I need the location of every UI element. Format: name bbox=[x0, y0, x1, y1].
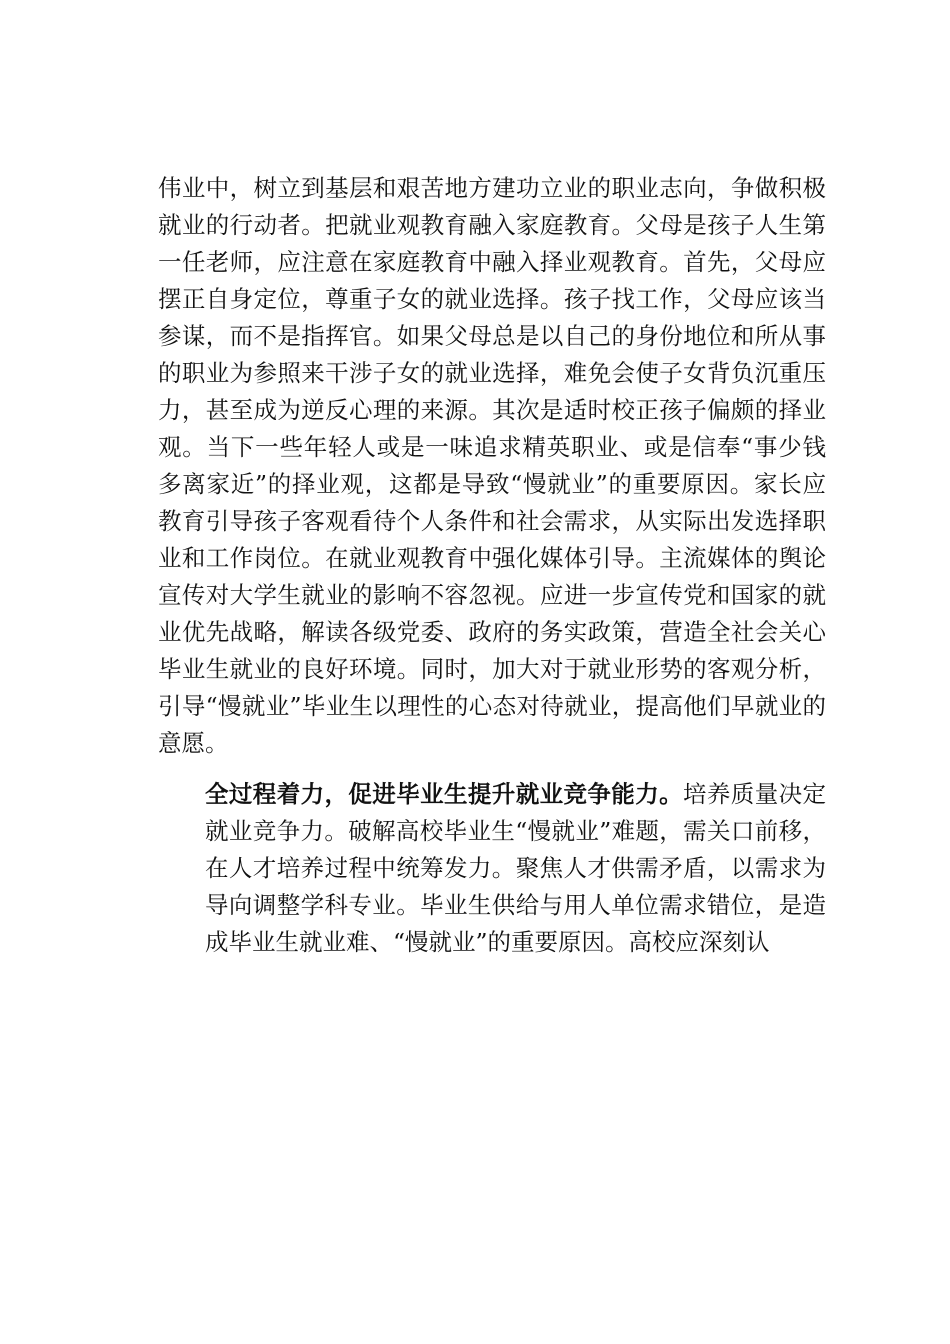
paragraph-heading: 全过程着力，促进毕业生提升就业竞争能力。 bbox=[205, 780, 683, 808]
paragraph-whole-process bbox=[158, 776, 826, 961]
document-body bbox=[158, 170, 826, 961]
paragraph-family-education bbox=[158, 170, 826, 762]
paragraph-text: 伟业中，树立到基层和艰苦地方建功立业的职业志向，争做积极就业的行动者。把就业观教育融入家庭教育。父母是孩子人生第一任老师，应注意在家庭教育中融入择业观教育。首先，父母应摆正自身定位，尊重子女的就业选择。孩子找工作，父母应该当参谋，而不是指挥官。如果父母总是以自己的身份地位和所从事的职业为参照来干涉子女的就业选择，难免会使子女背负沉重压力，甚至成为逆反心理的来源。其次是适时校正孩子偏颇的择业观。当下一些年轻人或是一味追求精英职业、或是信奉“事少钱多离家近”的择业观，这都是导致“慢就业”的重要原因。家长应教育引导孩子客观看待个人条件和社会需求，从实际出发选择职业和工作岗位。在就业观教育中强化媒体引导。主流媒体的舆论宣传对大学生就业的影响不容忽视。应进一步宣传党和国家的就业优先战略，解读各级党委、政府的务实政策，营造全社会关心毕业生就业的良好环境。同时，加大对于就业形势的客观分析，引导“慢就业”毕业生以理性的心态对待就业，提高他们早就业的意愿。 bbox=[158, 174, 826, 757]
paragraph-text: 培养质量决定就业竞争力。破解高校毕业生“慢就业”难题，需关口前移，在人才培养过程中统筹发力。聚焦人才供需矛盾，以需求为导向调整学科专业。毕业生供给与用人单位需求错位，是造成毕业生就业难、“慢就业”的重要原因。高校应深刻认 bbox=[205, 780, 826, 956]
